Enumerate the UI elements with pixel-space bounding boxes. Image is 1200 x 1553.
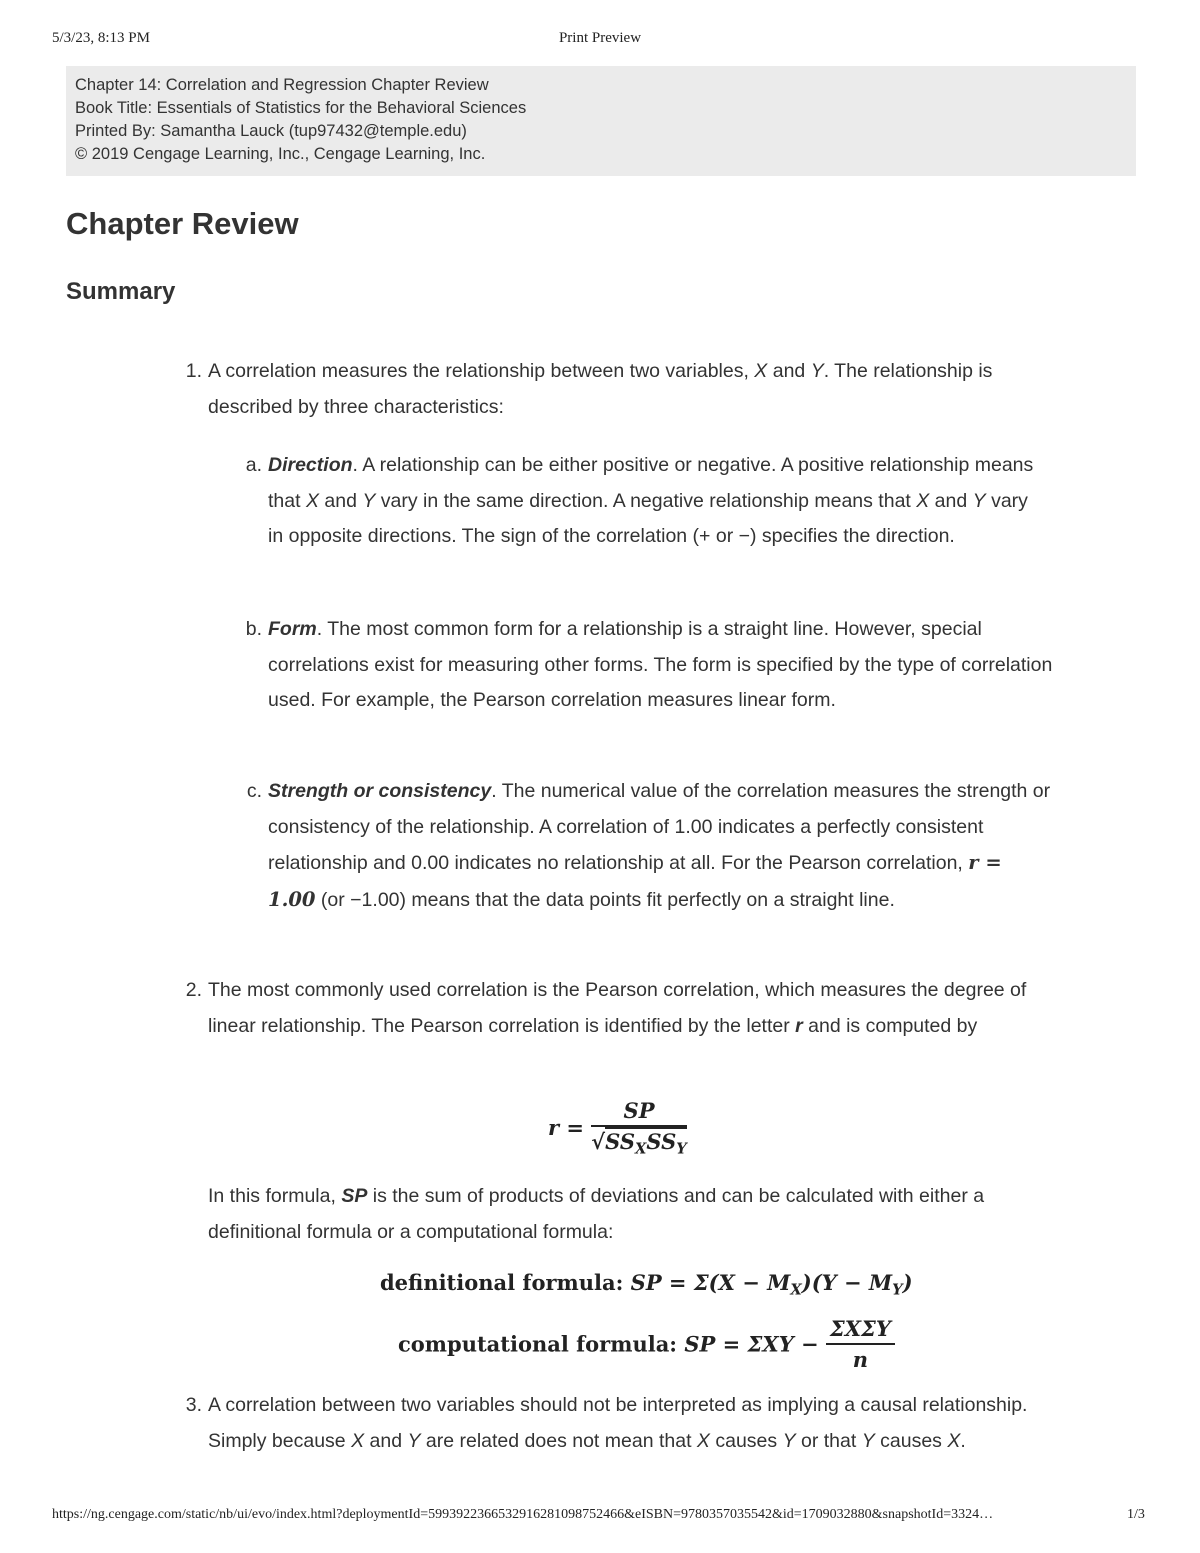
var-x: X xyxy=(947,1429,961,1452)
term-form: Form xyxy=(268,618,317,640)
subscript: X xyxy=(634,1140,647,1158)
formula-denominator xyxy=(591,1127,686,1157)
text-run: and xyxy=(318,489,363,512)
formula-label: definitional formula: xyxy=(380,1270,631,1295)
var-x: X xyxy=(305,489,319,512)
var-x: X xyxy=(916,489,930,512)
text-run: SS xyxy=(646,1129,677,1154)
formula-numerator: ΣXΣY xyxy=(826,1316,895,1345)
text-run: and xyxy=(929,489,973,512)
formula-fraction xyxy=(826,1316,895,1372)
book-title-line: Book Title: Essentials of Statistics for the Behavioral Sciences xyxy=(75,99,527,117)
item-1c-text xyxy=(268,774,1053,918)
formula-lhs: r = xyxy=(548,1115,584,1141)
footer-url: https://ng.cengage.com/static/nb/ui/evo/index.html?deploymentId=5993922366532916281098752466&eISBN=9780357035542&id=1709032880&snapshotId=3324… xyxy=(52,1507,994,1522)
formula-numerator: SP xyxy=(591,1098,686,1127)
print-window-title: Print Preview xyxy=(558,30,642,46)
var-x: X xyxy=(351,1429,365,1452)
item-2-text xyxy=(208,973,1053,1044)
var-y: Y xyxy=(362,489,376,512)
text-run: causes xyxy=(874,1429,948,1452)
text-run: and xyxy=(364,1429,408,1452)
sub-item-letter: a. xyxy=(245,454,262,476)
var-y: Y xyxy=(972,489,986,512)
text-run: or that xyxy=(795,1429,862,1452)
var-y: Y xyxy=(861,1429,875,1452)
text-run: is the sum of products of deviations and can be calculated with either a definitional formula or a computational formula: xyxy=(208,1185,985,1243)
item-number: 2. xyxy=(185,979,202,1001)
text-run: In this formula, xyxy=(208,1185,342,1207)
text-run: vary in opposite directions. The sign of the correlation (+ or −) specifies the direction. xyxy=(268,489,1028,547)
text-run: . A relationship can be either positive or negative. A positive relationship means that xyxy=(268,454,1034,512)
text-run: The most commonly used correlation is the Pearson correlation, which measures the degree of linear relationship. The Pearson correlation is identified by the letter xyxy=(208,979,1027,1037)
pearson-formula xyxy=(548,1098,687,1157)
text-run: (or −1.00) means that the data points fit perfectly on a straight line. xyxy=(315,888,895,911)
term-strength: Strength or consistency xyxy=(268,780,492,802)
text-run: SP = Σ(X − M xyxy=(630,1270,791,1295)
copyright-line: © 2019 Cengage Learning, Inc., Cengage Learning, Inc. xyxy=(75,145,486,163)
formula-label: computational formula: xyxy=(398,1331,685,1357)
computational-formula xyxy=(398,1316,895,1372)
var-r: r xyxy=(795,1014,803,1037)
item-number: 1. xyxy=(185,360,202,382)
item-number: 3. xyxy=(185,1394,202,1416)
text-run: . The most common form for a relationship is a straight line. However, special correlations exist for measuring other forms. The form is specified by the type of correlation used. For example, the Pearson correlation measures linear form. xyxy=(268,618,1053,711)
item-3-text xyxy=(208,1388,1033,1459)
sp-description xyxy=(208,1179,1028,1250)
var-y: Y xyxy=(407,1429,421,1452)
var-x: X xyxy=(696,1429,710,1452)
term-direction: Direction xyxy=(268,454,353,476)
math-r-equals-one: r = 1.00 xyxy=(268,851,1002,911)
text-run: SP = ΣXY − xyxy=(684,1331,819,1357)
var-y: Y xyxy=(810,360,824,382)
text-run: A correlation between two variables should not be interpreted as implying a causal relationship. Simply because xyxy=(208,1394,1028,1452)
page-heading: Chapter Review xyxy=(66,206,299,241)
formula-denominator: n xyxy=(852,1347,869,1372)
text-run: SS xyxy=(605,1129,635,1154)
text-run: vary in the same direction. A negative relationship means that xyxy=(375,489,917,512)
text-run: . The relationship is described by three characteristics: xyxy=(208,360,993,418)
text-run: . The numerical value of the correlation measures the strength or consistency of the relationship. A correlation of 1.00 indicates a perfectly consistent relationship and 0.00 indicates no relationship at all. For the Pearson correlation, xyxy=(268,780,1051,874)
text-run: are related does not mean that xyxy=(420,1429,697,1452)
text-run: and xyxy=(767,360,811,382)
text-run: )(Y − M xyxy=(801,1270,893,1295)
sub-item-letter: b. xyxy=(245,618,262,640)
var-y: Y xyxy=(782,1429,796,1452)
sub-item-letter: c. xyxy=(246,780,262,802)
book-info-box xyxy=(66,66,1136,176)
text-run: and is computed by xyxy=(802,1014,978,1037)
chapter-line: Chapter 14: Correlation and Regression Chapter Review xyxy=(75,76,489,94)
page-number: 1/3 xyxy=(1127,1507,1145,1522)
subscript: Y xyxy=(676,1140,687,1158)
item-1a-text xyxy=(268,448,1038,555)
text-run: ) xyxy=(902,1270,913,1295)
definitional-formula xyxy=(380,1270,913,1298)
var-x: X xyxy=(754,360,768,382)
text-run: . xyxy=(960,1429,966,1452)
item-1b-text xyxy=(268,612,1058,719)
item-1-text xyxy=(208,354,998,425)
print-date-time: 5/3/23, 8:13 PM xyxy=(52,30,150,46)
text-run: A correlation measures the relationship between two variables, xyxy=(208,360,755,382)
sqrt-symbol: √ xyxy=(591,1129,606,1154)
subscript: Y xyxy=(892,1281,903,1299)
subscript: X xyxy=(790,1281,802,1299)
section-heading: Summary xyxy=(66,278,176,305)
text-run: causes xyxy=(709,1429,783,1452)
printed-by-line: Printed By: Samantha Lauck (tup97432@temple.edu) xyxy=(75,122,467,140)
var-sp: SP xyxy=(341,1185,368,1207)
formula-fraction xyxy=(591,1098,686,1157)
